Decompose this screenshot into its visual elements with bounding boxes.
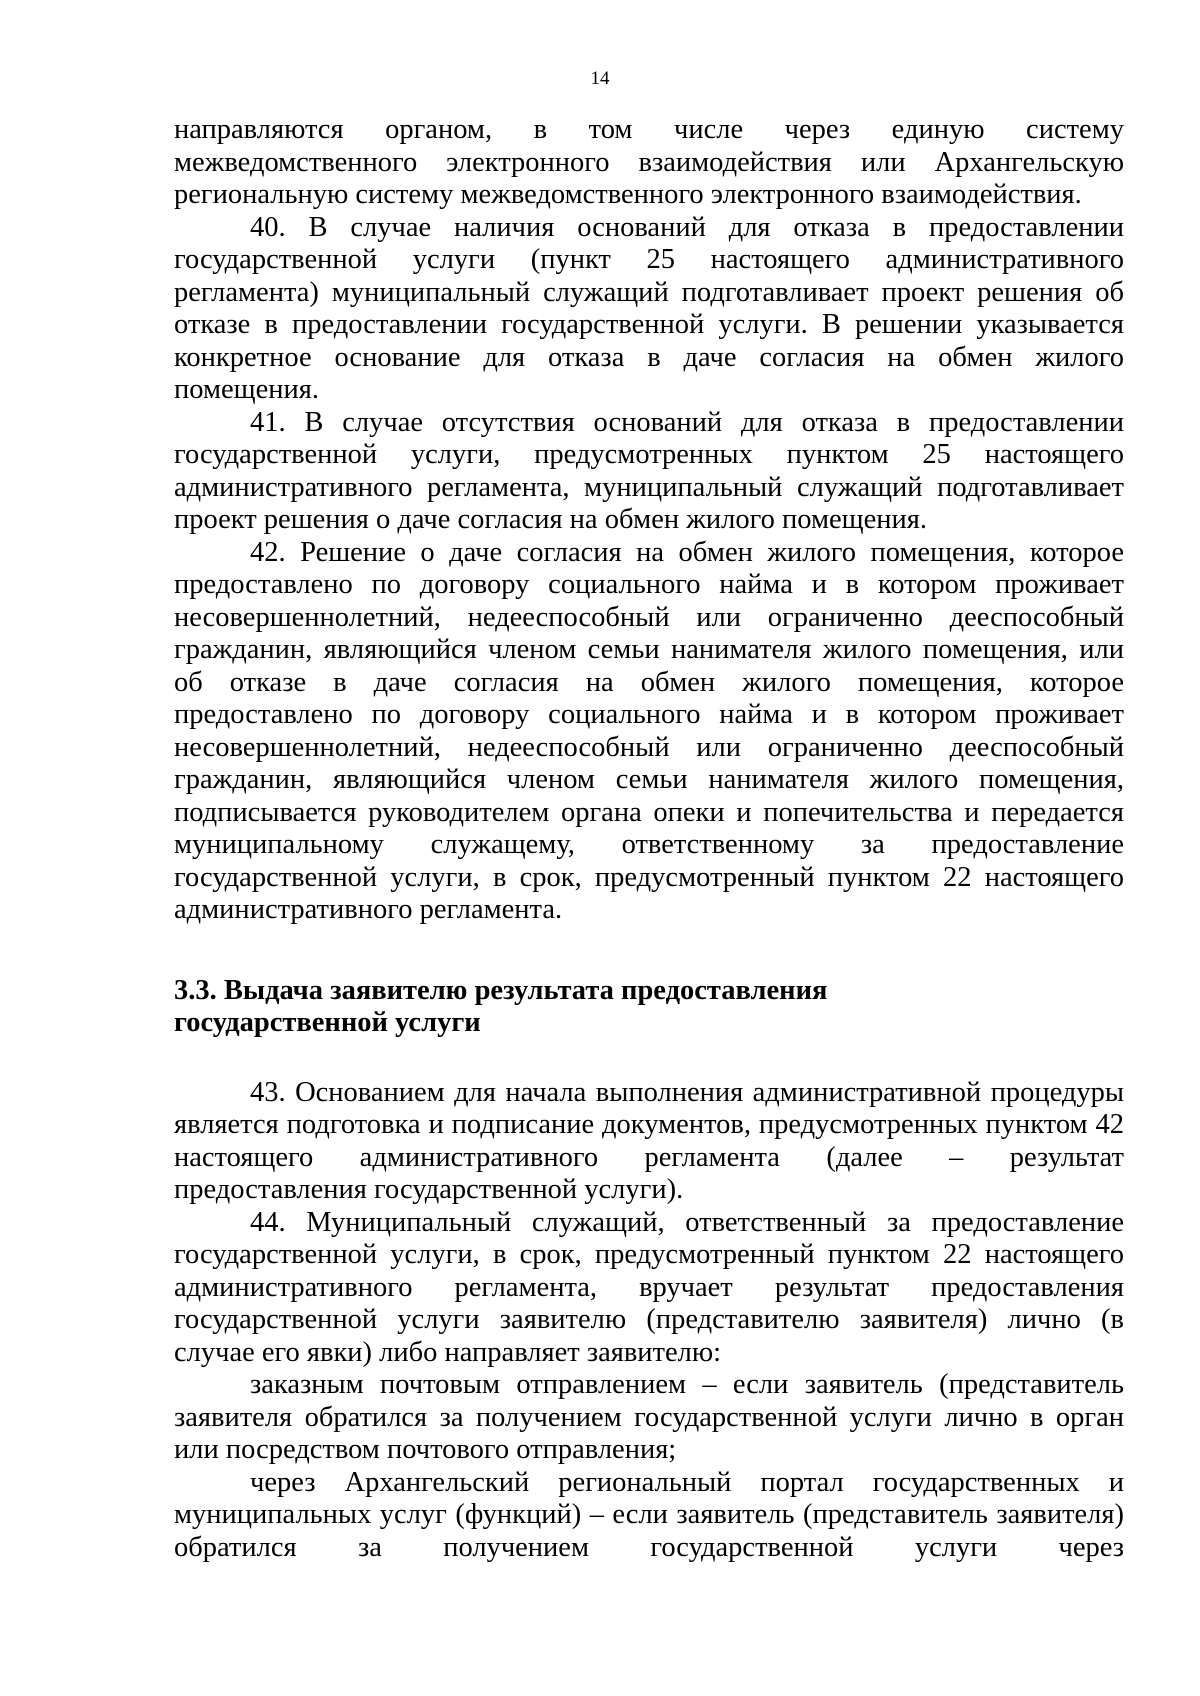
spacer (174, 927, 1124, 975)
section-heading-line-1: 3.3. Выдача заявителю результата предоставления (174, 974, 828, 1006)
paragraph-40: 40. В случае наличия оснований для отказа в предоставлении государственной услуги (пункт 25 настоящего административного регламента) муниципальный служащий подготавливает проект решения об отказе в предоставлении государственной услуги. В решении указывается конкретное основание для отказа в даче согласия на обмен жилого помещения. (174, 211, 1124, 405)
page-number: 14 (590, 68, 610, 89)
spacer (174, 1040, 1124, 1077)
paragraph-44: 44. Муниципальный служащий, ответственный за предоставление государственной услуги, в срок, предусмотренный пунктом 22 настоящего административного регламента, вручает результат предоставления государственной услуги заявителю (представителю заявителя) лично (в случае его явки) либо направляет заявителю: (174, 1206, 1124, 1368)
paragraph-41: 41. В случае отсутствия оснований для отказа в предоставлении государственной услуги, предусмотренных пунктом 25 настоящего административного регламента, муниципальный служащий подготавливает проект решения о даче согласия на обмен жилого помещения. (174, 406, 1124, 535)
paragraph-registered-mail: заказным почтовым отправлением – если заявитель (представитель заявителя обратился за получением государственной услуги лично в орган или посредством почтового отправления; (174, 1369, 1124, 1465)
paragraph-continuation: направляются органом, в том числе через единую систему межведомственного электронного взаимодействия или Архангельскую региональную систему межведомственного электронного взаимодействия. (174, 114, 1124, 210)
paragraph-42: 42. Решение о даче согласия на обмен жилого помещения, которое предоставлено по договору социального найма и в котором проживает несовершеннолетний, недееспособный или ограниченно дееспособный гражданин, являющийся членом семьи нанимателя жилого помещения, или об отказе в даче согласия на обмен жилого помещения, которое предоставлено по договору социального найма и в котором проживает несовершеннолетний, недееспособный или ограниченно дееспособный гражданин, являющийся членом семьи нанимателя жилого помещения, подписывается руководителем органа опеки и попечительства и передается муниципальному служащему, ответственному за предоставление государственной услуги, в срок, предусмотренный пунктом 22 настоящего административного регламента. (174, 536, 1124, 925)
document-body (174, 114, 1124, 1564)
section-heading-line-2: государственной услуги (174, 1007, 481, 1038)
paragraph-regional-portal: через Архангельский региональный портал государственных и муниципальных услуг (функций) – если заявитель (представитель заявителя) обратился за получением государственной услуги через (174, 1466, 1124, 1563)
paragraph-43: 43. Основанием для начала выполнения административной процедуры является подготовка и подписание документов, предусмотренных пунктом 42 настоящего административного регламента (далее – результат предоставления государственной услуги). (174, 1076, 1124, 1205)
